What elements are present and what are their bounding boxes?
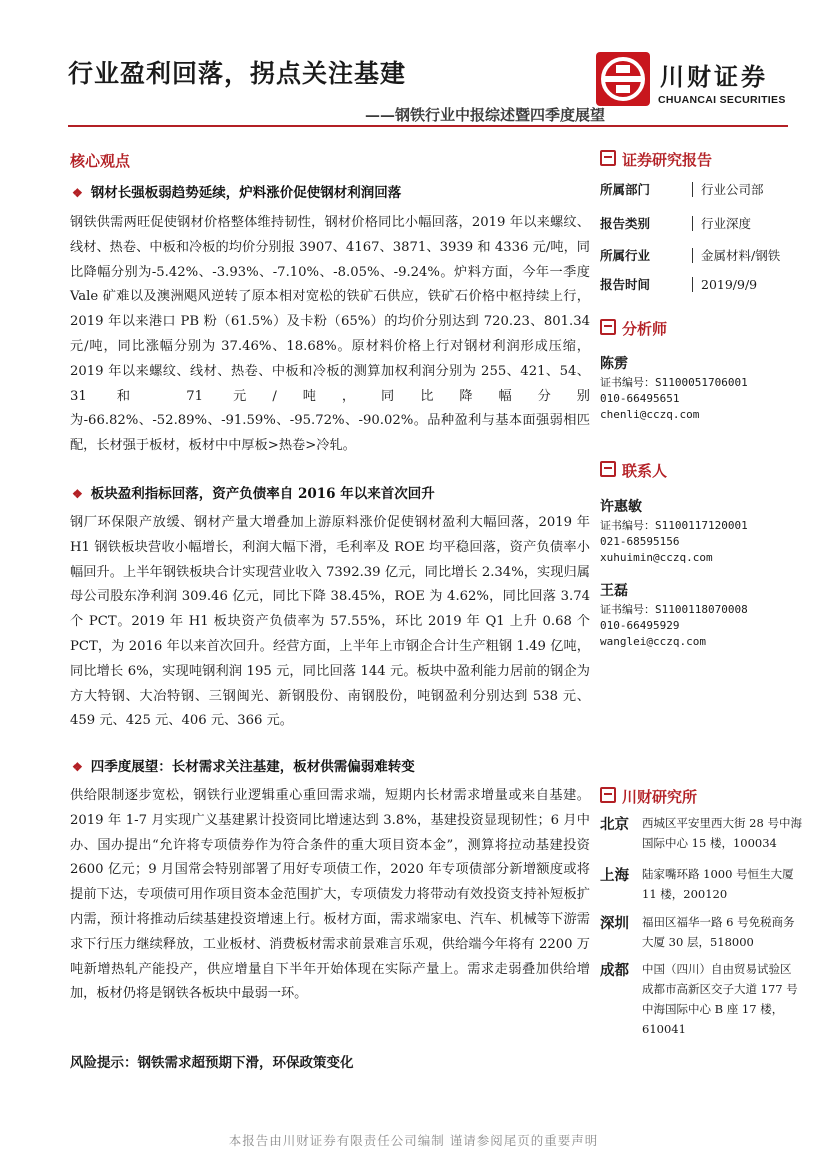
report-title: 行业盈利回落，拐点关注基建: [68, 59, 407, 88]
header-divider: [68, 125, 788, 127]
institute-heading: 川财研究所: [600, 786, 697, 807]
risk-warning: 风险提示：钢铁需求超预期下滑，环保政策变化: [70, 1055, 354, 1071]
analyst-card: 陈雳 证书编号：S1100051706001 010-66495651 chenli@cczq.com: [600, 356, 748, 421]
contact-card-2: 王磊 证书编号：S1100118070008 010-66495929 wanglei@cczq.com: [600, 583, 748, 648]
analyst-email: chenli@cczq.com: [600, 408, 700, 421]
diamond-bullet-icon: ❖: [72, 186, 83, 200]
section-paragraph-1: 钢铁供需两旺促使钢材价格整体维持韧性，钢材价格同比小幅回落，2019 年以来螺纹、线材、热卷、中板和冷板的均价分别报 3907、4167、3871、3939 和 4336 元/吨，同比降幅分别为-5.42%、-3.93%、-7.10%、-8.05%、-9.24%。炉料方面，今年一季度 Vale 矿难以及澳洲飓风逆转了原本相对宽松的铁矿石供应，铁矿石价格中枢持续上行，2019 年以来港口 PB 粉（61.5%）及卡粉（65%）的均价分别达到 720.23、801.34 元/吨，同比涨幅分别为 37.46%、18.68%。原材料价格上行对钢材利润形成压缩，2019 年以来螺纹、线材、热卷、中板和冷板的测算加权利润分别为 255、421、54、31 和 71 元/吨，同比降幅分别为-66.82%、-52.89%、-91.59%、-95.72%、-90.02%。品种盈利与基本面强弱相匹配，长材强于板材，板材中中厚板>热卷>冷轧。: [70, 215, 590, 454]
company-logo-icon: [596, 52, 650, 106]
section-paragraph-2: 钢厂环保限产放缓、钢材产量大增叠加上游原料涨价促使钢材盈利大幅回落，2019 年 H1 钢铁板块营收小幅增长，利润大幅下滑，毛利率及 ROE 均平稳回落，资产负债率小幅回升。上半年钢铁板块合计实现营业收入 7392.39 亿元，同比增长 2.34%，实现归属母公司股东净利润 309.46 亿元，同比下降 38.45%，ROE 为 4.62%，同比回落 3.74 个 PCT。2019 年 H1 板块资产负债率为 57.55%，环比 2019 年 Q1 上升 0.68 个 PCT，为 2016 年以来首次回升。经营方面，上半年上市钢企合计生产粗钢 1.49 亿吨，同比增长 6%，实现吨钢利润 195 元，同比回落 144 元。板块中盈利能力居前的钢企为方大特钢、大冶特钢、三钢闽光、新钢股份、南钢股份，吨钢盈利分别达到 538 元、459 元、425 元、406 元、366 元。: [70, 515, 590, 729]
core-view-heading: 核心观点: [70, 152, 131, 170]
info-category: 报告类别 行业深度: [600, 216, 752, 231]
info-industry: 所属行业 金属材料/钢铁: [600, 248, 781, 263]
section-marker-icon: [600, 461, 616, 477]
diamond-bullet-icon: ❖: [72, 487, 83, 501]
contact-heading: 联系人: [600, 460, 667, 481]
section-bullet-2: ❖ 板块盈利指标回落，资产负债率自 2016 年以来首次回升: [72, 486, 435, 502]
section-marker-icon: [600, 150, 616, 166]
report-subtitle: ——钢铁行业中报综述暨四季度展望: [364, 106, 605, 124]
contact-card-1: 许惠敏 证书编号：S1100117120001 021-68595156 xuhuimin@cczq.com: [600, 499, 748, 564]
page-footer: 本报告由川财证券有限责任公司编制 谨请参阅尾页的重要声明: [228, 1133, 599, 1148]
section-marker-icon: [600, 787, 616, 803]
section-marker-icon: [600, 319, 616, 335]
section-bullet-3: ❖ 四季度展望：长材需求关注基建，板材供需偏弱难转变: [72, 759, 415, 775]
logo-text-en: CHUANCAI SECURITIES: [658, 94, 786, 106]
analyst-heading: 分析师: [600, 318, 667, 339]
section-paragraph-3: 供给限制逐步宽松，钢铁行业逻辑重心重回需求端，短期内长材需求增量或来自基建。2019 年 1-7 月实现广义基建累计投资同比增速达到 3.8%，基建投资显现韧性；6 月中办、国办提出“允许将专项债券作为符合条件的重大项目资本金”，测算将拉动基建投资 2600 亿元；9 月国常会特别部署了用好专项债工作，2020 年专项债部分新增额度或将提前下达，专项债可用作项目资本金范围扩大，专项债发力将带动有效投资支持补短板扩内需，预计将推动后续基建投资增速上行。板材方面，需求端家电、汽车、机械等下游需求下行压力继续释放，工业板材、消费板材需求前景难言乐观，供给端今年将有 2200 万吨新增热轧产能投产，供应增量自下半年开始体现在实际产量上。需求走弱叠加供给增加，板材仍将是钢铁各板块中最弱一环。: [70, 788, 590, 1002]
diamond-bullet-icon: ❖: [72, 760, 83, 774]
section-bullet-1: ❖ 钢材长强板弱趋势延续，炉料涨价促使钢材利润回落: [72, 185, 402, 201]
report-type-heading: 证券研究报告: [600, 149, 712, 170]
logo-text-cn: 川财证券: [660, 63, 768, 91]
info-date: 报告时间 2019/9/9: [600, 277, 758, 292]
info-department: 所属部门 行业公司部: [600, 182, 764, 197]
